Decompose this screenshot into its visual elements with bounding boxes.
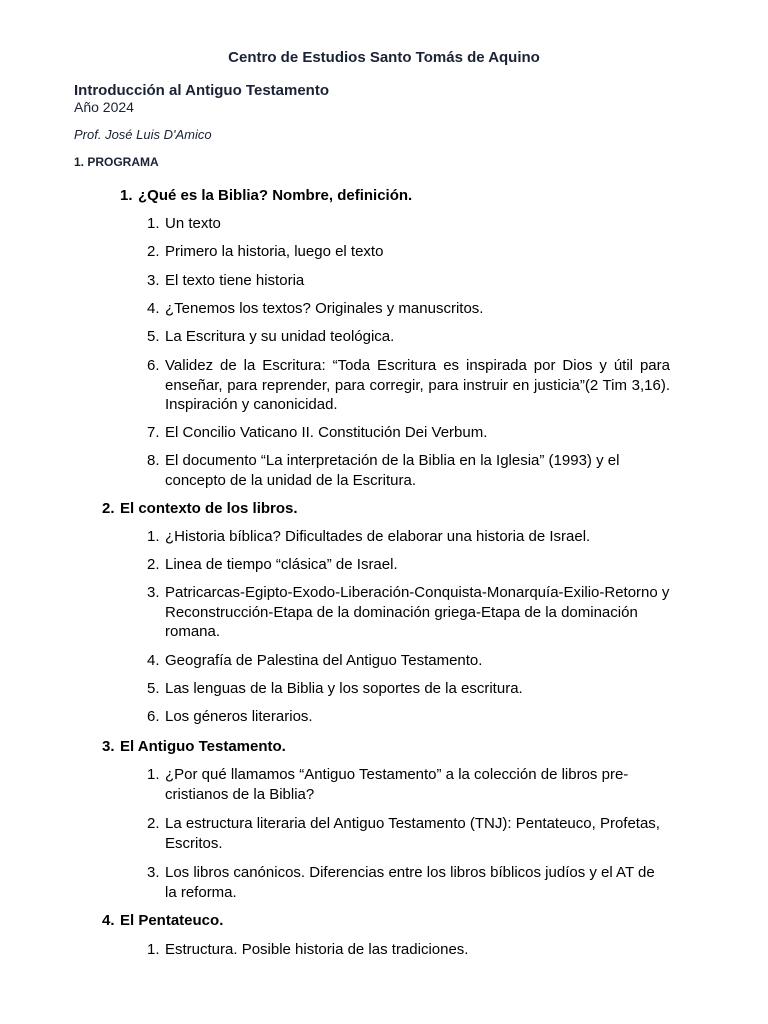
list-item [147, 707, 670, 727]
item-number: 8. [147, 452, 160, 469]
list-item [147, 814, 670, 853]
item-text: Patricarcas-Egipto-Exodo-Liberación-Conquista-Monarquía-Exilio-Retorno y Reconstrucción-Etapa de la dominación griega-Etapa de la dominación romana. [165, 584, 670, 640]
item-text: Los géneros literarios. [165, 708, 313, 725]
item-text: Validez de la Escritura: “Toda Escritura es inspirada por Dios y útil para enseñar, para reprender, para corregir, para instruir en justicia”(2 Tim 3,16). Inspiración y canonicidad. [165, 357, 670, 413]
course-title: Introducción al Antiguo Testamento [74, 82, 329, 99]
item-text: Linea de tiempo “clásica” de Israel. [165, 556, 398, 573]
item-number: 1. [147, 528, 160, 545]
item-number: 7. [147, 424, 160, 441]
section-title: El Antiguo Testamento. [120, 738, 286, 755]
section-number: 1. [120, 187, 133, 204]
list-item [147, 583, 670, 642]
program-heading: 1. PROGRAMA [74, 155, 159, 169]
list-item [147, 863, 670, 902]
list-item [147, 679, 670, 699]
list-item [147, 356, 670, 415]
list-item [147, 242, 670, 262]
section-number: 2. [102, 500, 115, 517]
item-number: 1. [147, 941, 160, 958]
item-number: 2. [147, 556, 160, 573]
section-heading [120, 186, 412, 205]
list-item [147, 423, 670, 443]
list-item [147, 271, 670, 291]
list-item [147, 651, 670, 671]
item-text: Las lenguas de la Biblia y los soportes de la escritura. [165, 680, 523, 697]
section-title: ¿Qué es la Biblia? Nombre, definición. [138, 187, 413, 204]
item-text: ¿Por qué llamamos “Antiguo Testamento” a la colección de libros pre-cristianos de la Biblia? [165, 766, 629, 803]
list-item [147, 765, 670, 804]
item-text: La estructura literaria del Antiguo Testamento (TNJ): Pentateuco, Profetas, Escritos. [165, 815, 660, 852]
list-item [147, 555, 670, 575]
center-title: Centro de Estudios Santo Tomás de Aquino [228, 49, 540, 66]
item-text: Primero la historia, luego el texto [165, 243, 384, 260]
item-number: 6. [147, 357, 160, 374]
item-number: 2. [147, 243, 160, 260]
item-text: El documento “La interpretación de la Biblia en la Iglesia” (1993) y el concepto de la unidad de la Escritura. [165, 452, 620, 489]
professor-name: Prof. José Luis D'Amico [74, 127, 212, 142]
item-text: El texto tiene historia [165, 272, 305, 289]
list-item [147, 327, 670, 347]
item-text: La Escritura y su unidad teológica. [165, 328, 395, 345]
item-number: 5. [147, 680, 160, 697]
item-text: ¿Tenemos los textos? Originales y manuscritos. [165, 300, 484, 317]
item-number: 1. [147, 215, 160, 232]
list-item [147, 940, 670, 960]
item-number: 6. [147, 708, 160, 725]
item-text: Un texto [165, 215, 221, 232]
section-heading [102, 911, 223, 930]
item-text: ¿Historia bíblica? Dificultades de elaborar una historia de Israel. [165, 528, 591, 545]
item-number: 4. [147, 300, 160, 317]
section-heading [102, 499, 298, 518]
list-item [147, 451, 670, 490]
section-title: El contexto de los libros. [120, 500, 298, 517]
item-text: Los libros canónicos. Diferencias entre los libros bíblicos judíos y el AT de la reforma. [165, 864, 655, 901]
item-number: 3. [147, 272, 160, 289]
item-number: 3. [147, 864, 160, 881]
section-heading [102, 737, 286, 756]
section-title: El Pentateuco. [120, 912, 224, 929]
item-text: Geografía de Palestina del Antiguo Testamento. [165, 652, 483, 669]
item-number: 3. [147, 584, 160, 601]
item-number: 1. [147, 766, 160, 783]
item-number: 4. [147, 652, 160, 669]
item-number: 2. [147, 815, 160, 832]
list-item [147, 527, 670, 547]
item-text: Estructura. Posible historia de las tradiciones. [165, 941, 469, 958]
list-item [147, 299, 670, 319]
list-item [147, 214, 670, 234]
item-number: 5. [147, 328, 160, 345]
course-year: Año 2024 [74, 99, 134, 115]
item-text: El Concilio Vaticano II. Constitución Dei Verbum. [165, 424, 488, 441]
section-number: 4. [102, 912, 115, 929]
section-number: 3. [102, 738, 115, 755]
